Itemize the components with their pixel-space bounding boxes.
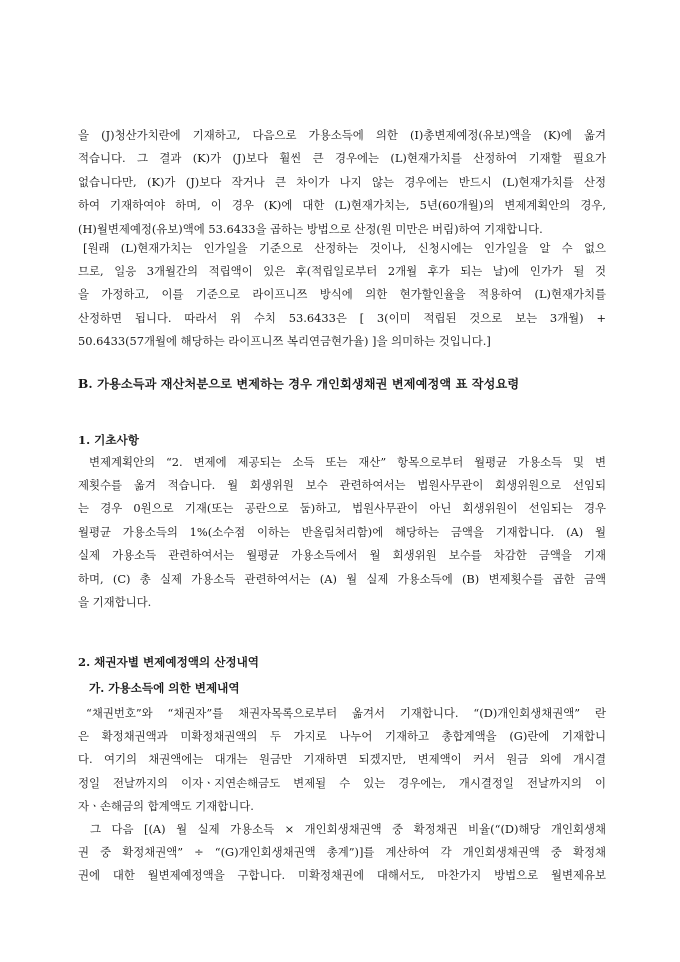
section-1-body [78, 474, 606, 614]
text-line: 은 확정채권액과 미확정채권액의 두 가지로 나누어 기재하고 총합계액을 (G)란에 기재합니 [78, 729, 606, 743]
section-2-para1-body [78, 725, 606, 819]
section-1-title: 1. 기초사항 [78, 433, 139, 447]
section-2 [78, 654, 606, 670]
text-line: 실제 가용소득 관련하여서는 월평균 가용소득에서 월 회생위원 보수를 차감한 금액을 기재 [78, 548, 606, 563]
text-line: 는 경우 0원으로 기재(또는 공란으로 둠)하고, 법원사무관이 아닌 회생위원이 선임되는 경우 [78, 501, 606, 516]
section-b-heading [78, 375, 606, 392]
text-line: 산정하면 됩니다. 따라서 위 수치 53.6433은 [ 3(이미 적립된 것으로 보는 3개월) + [78, 310, 606, 325]
text-line: 하여 기재하여야 하며, 이 경우 (K)에 대한 (L)현재가치는, 5년(60개월)의 변제계획안의 경우, [78, 198, 606, 213]
text-line: 월평균 가용소득의 1%(소수점 이하는 반올림처리함)에 해당하는 금액을 기재합니다. (A) 월 [78, 524, 606, 539]
text-line: [원래 (L)현재가치는 인가일을 기준으로 산정하는 것이나, 신청시에는 인가일을 알 수 없으 [83, 241, 606, 255]
text-line: 다. 여기의 채권액에는 대개는 원금만 기재하면 되겠지만, 변제액이 커서 원금 외에 개시결 [78, 752, 606, 767]
note-paragraph-continued [78, 260, 606, 354]
intro-paragraph [78, 124, 606, 241]
section-2-para1-first [86, 702, 606, 725]
text-line: (H)월변제예정(유보)액에 53.6433을 곱하는 방법으로 산정(원 미만은 버림)하여 기재합니다. [78, 221, 543, 236]
text-line: 므로, 일응 3개월간의 적립액이 있은 후(적립일로부터 2개월 후가 되는 날)에 인가가 될 것 [78, 264, 606, 278]
text-line: 없습니다만, (K)가 (J)보다 작거나 큰 차이가 나지 않는 경우에는 반드시 (L)현재가치를 산정 [78, 174, 606, 189]
section-title: B. 가용소득과 재산처분으로 변제하는 경우 개인회생채권 변제예정액 표 작성요령 [78, 377, 520, 391]
section-2-subtitle: 가. 가용소득에 의한 변제내역 [89, 681, 240, 695]
text-line: 하며, (C) 총 실제 가용소득 관련하여서는 (A) 월 실제 가용소득에 (B) 변제횟수를 곱한 금액 [78, 571, 606, 586]
text-line: “채권번호”와 “채권자”를 채권자목록으로부터 옮겨서 기재합니다. “(D)개인회생채권액” 란 [86, 706, 606, 720]
text-line: 자ㆍ손해금의 합계액도 기재합니다. [78, 799, 254, 814]
section-2-para2-body [78, 841, 606, 888]
text-line: 50.6433(57개월에 해당하는 라이프니쯔 복리연금현가율) ]을 의미하는 것입니다.] [78, 334, 491, 349]
section-1 [78, 432, 606, 448]
text-line: 제횟수를 옮겨 적습니다. 월 회생위원 보수 관련하여서는 법원사무관이 회생위원으로 선임되 [78, 478, 606, 492]
section-2-title: 2. 채권자별 변제예정액의 산정내역 [78, 655, 260, 669]
text-line: 적습니다. 그 결과 (K)가 (J)보다 훨씬 큰 경우에는 (L)현재가치를 산정하여 기재할 필요가 [78, 151, 606, 166]
section-1-first-line [89, 451, 606, 474]
section-2-para2-first [90, 818, 606, 841]
text-line: 을 기재합니다. [78, 595, 152, 610]
text-line: 권 중 확정채권액” ÷ “(G)개인회생채권액 총계”)]를 계산하여 각 개인회생채권액 중 확정채 [78, 845, 606, 859]
text-line: 권에 대한 월변제예정액을 구합니다. 미확정채권에 대해서도, 마찬가지 방법으로 월변제유보 [78, 868, 606, 883]
section-2-subheading [89, 680, 606, 696]
note-paragraph [83, 237, 606, 260]
text-line: 을 (J)청산가치란에 기재하고, 다음으로 가용소득에 의한 (I)총변제예정(유보)액을 (K)에 옮겨 [78, 128, 606, 142]
text-line: 변제계획안의 “2. 변제에 제공되는 소득 또는 재산” 항목으로부터 월평균 가용소득 및 변 [89, 455, 606, 469]
text-line: 을 가정하고, 이를 기준으로 라이프니쯔 방식에 의한 현가할인율을 적용하여 (L)현재가치를 [78, 287, 606, 302]
text-line: 그 다음 [(A) 월 실제 가용소득 × 개인회생채권액 중 확정채권 비율(“(D)해당 개인회생채 [90, 822, 606, 836]
text-line: 정일 전날까지의 이자ㆍ지연손해금도 변제될 수 있는 경우에는, 개시결정일 전날까지의 이 [78, 775, 606, 790]
